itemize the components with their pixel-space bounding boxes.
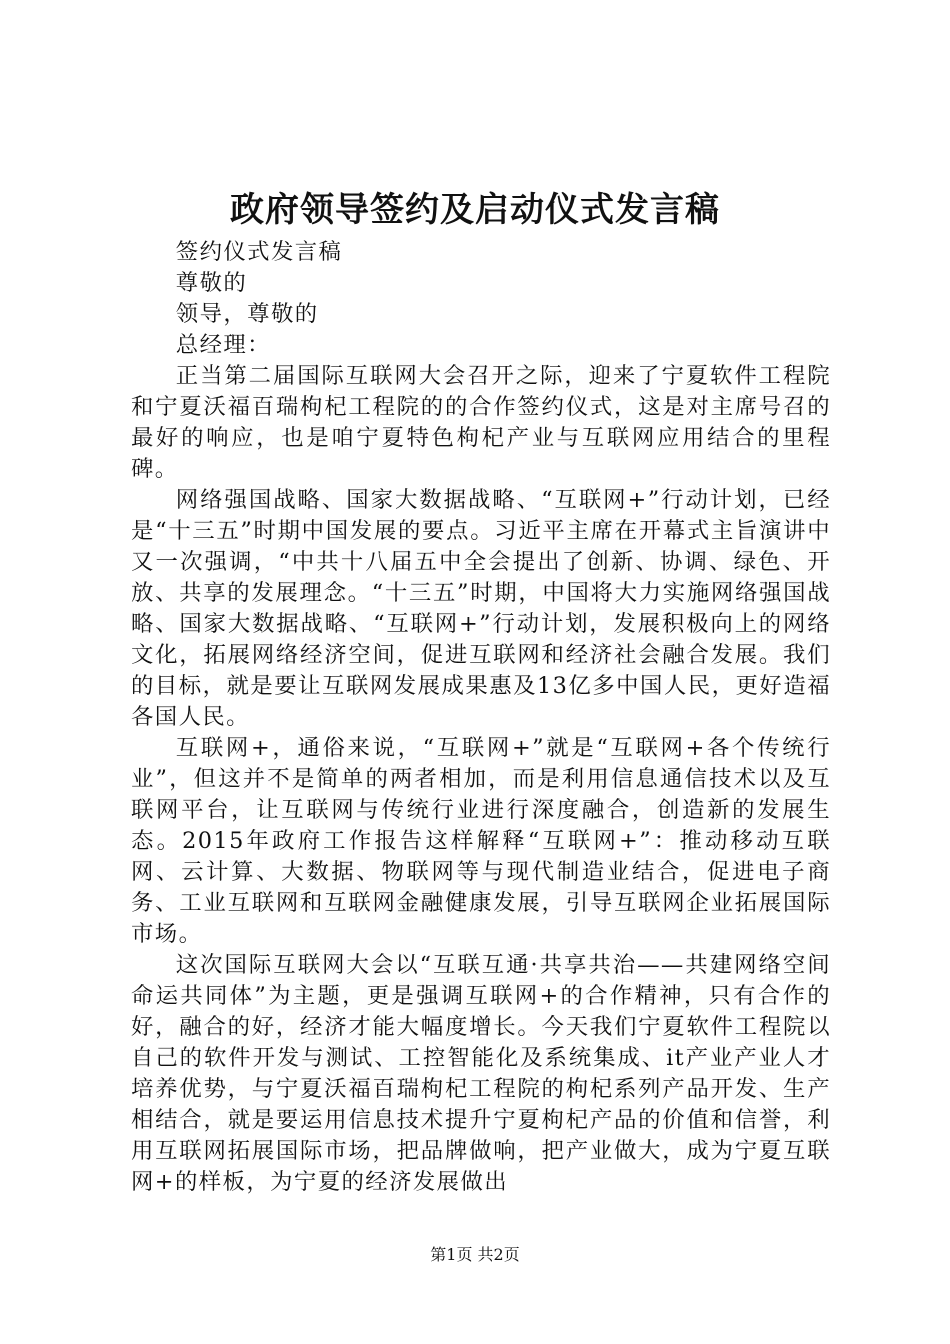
- salutation-line-1: 尊敬的: [175, 270, 248, 296]
- paragraph-4: 这次国际互联网大会以“互联互通·共享共治——共建网络空间命运共同体”为主题，更是强调互联网+的合作精神，只有合作的好，融合的好，经济才能大幅度增长。今天我们宁夏软件工程院以自己的软件开发与测试、工控智能化及系统集成、it产业产业人才培养优势，与宁夏沃福百瑞枸杞工程院的枸杞系列产品开发、生产相结合，就是要运用信息技术提升宁夏枸杞产品的价值和信誉，利用互联网拓展国际市场，把品牌做响，把产业做大，成为宁夏互联网+的样板，为宁夏的经济发展做出: [131, 952, 831, 1195]
- paragraph-2: 网络强国战略、国家大数据战略、“互联网+”行动计划，已经是“十三五”时期中国发展的要点。习近平主席在开幕式主旨演讲中又一次强调，“中共十八届五中全会提出了创新、协调、绿色、开放、共享的发展理念。“十三五”时期，中国将大力实施网络强国战略、国家大数据战略、“互联网+”行动计划，发展积极向上的网络文化，拓展网络经济空间，促进互联网和经济社会融合发展。我们的目标，就是要让互联网发展成果惠及13亿多中国人民，更好造福各国人民。: [131, 487, 831, 730]
- salutation-line-2: 领导，尊敬的: [175, 301, 319, 327]
- page-number-footer: 第1页 共2页: [430, 1245, 520, 1264]
- paragraph-1: 正当第二届国际互联网大会召开之际，迎来了宁夏软件工程院和宁夏沃福百瑞枸杞工程院的的合作签约仪式，这是对主席号召的最好的响应，也是咱宁夏特色枸杞产业与互联网应用结合的里程碑。: [131, 363, 831, 482]
- document-title: 政府领导签约及启动仪式发言稿: [230, 190, 720, 230]
- document-body: [131, 237, 831, 1198]
- paragraph-3: 互联网+，通俗来说，“互联网+”就是“互联网+各个传统行业”，但这并不是简单的两者相加，而是利用信息通信技术以及互联网平台，让互联网与传统行业进行深度融合，创造新的发展生态。2015年政府工作报告这样解释“互联网+”：推动移动互联网、云计算、大数据、物联网等与现代制造业结合，促进电子商务、工业互联网和互联网金融健康发展，引导互联网企业拓展国际市场。: [131, 735, 831, 947]
- salutation-line-3: 总经理：: [175, 332, 271, 358]
- subtitle-line: 签约仪式发言稿: [175, 239, 343, 265]
